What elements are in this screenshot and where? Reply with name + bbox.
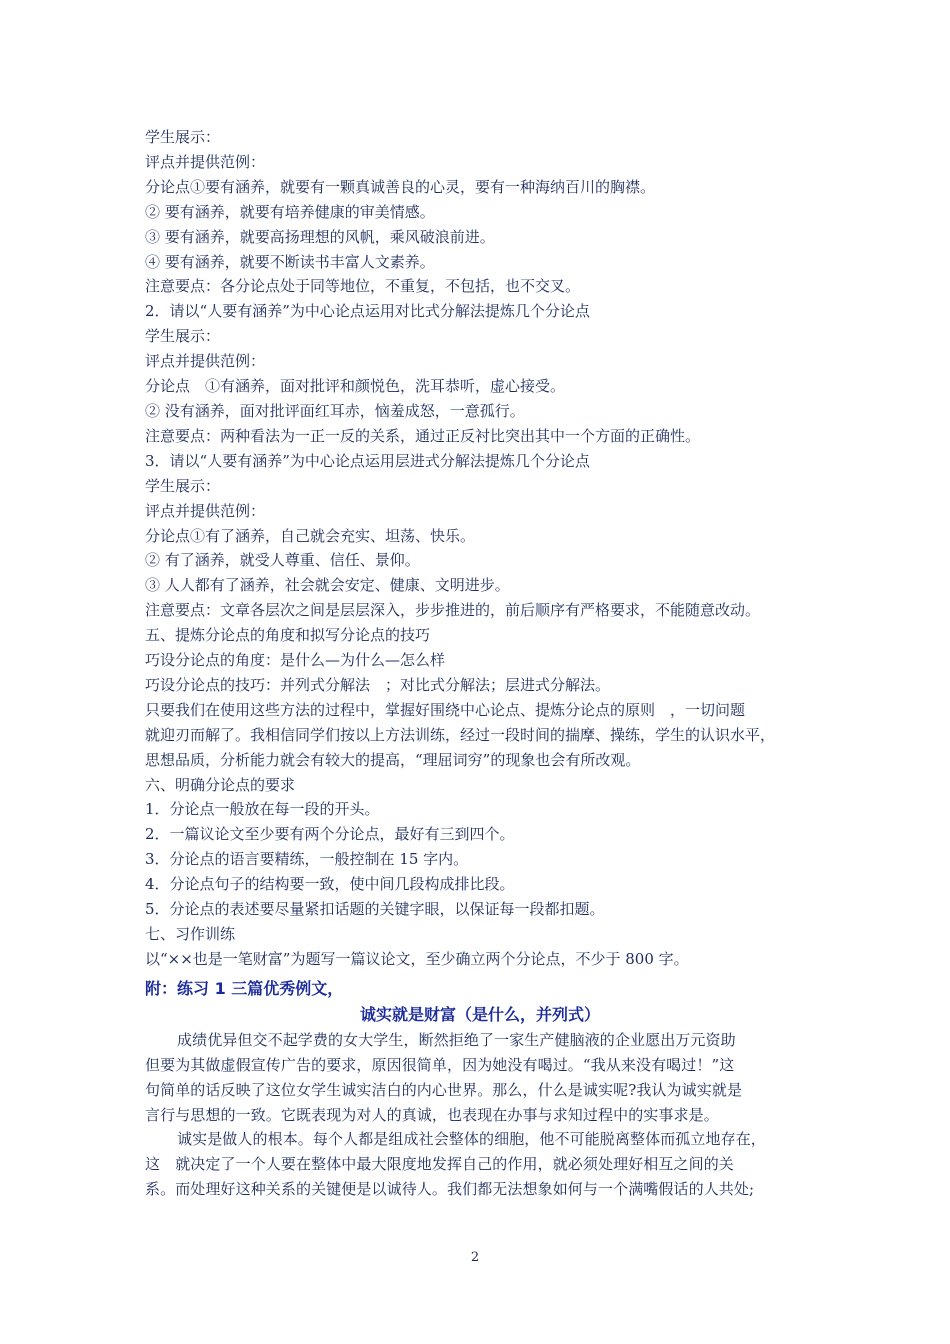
essay-line: 句简单的话反映了这位女学生诚实洁白的内心世界。那么，什么是诚实呢?我认为诚实就是 (145, 1080, 743, 1099)
text-line: 评点并提供范例： (145, 501, 266, 520)
text-line: 巧设分论点的角度：是什么—为什么—怎么样 (145, 651, 446, 670)
text-line: 学生展示： (145, 327, 221, 346)
essay-body (145, 1028, 815, 1202)
text-line: 学生展示： (145, 476, 221, 495)
text-line: 六、明确分论点的要求 (145, 775, 296, 794)
text-line: 注意要点：文章各层次之间是层层深入，步步推进的，前后顺序有严格要求，不能随意改动。 (145, 601, 761, 620)
text-line: 评点并提供范例： (145, 352, 266, 371)
text-line: 3．请以“人要有涵养”为中心论点运用层进式分解法提炼几个分论点 (145, 451, 590, 470)
text-line: 2．请以“人要有涵养”为中心论点运用对比式分解法提炼几个分论点 (145, 302, 590, 321)
text-line: 2．一篇议论文至少要有两个分论点，最好有三到四个。 (145, 825, 515, 844)
text-line: ② 有了涵养，就受人尊重、信任、景仰。 (145, 551, 420, 570)
body-text (145, 125, 815, 972)
text-line: ④ 要有涵养，就要不断读书丰富人文素养。 (145, 252, 435, 271)
text-line: ③ 人人都有了涵养，社会就会安定、健康、文明进步。 (145, 576, 510, 595)
text-line: 巧设分论点的技巧：并列式分解法 ；对比式分解法；层进式分解法。 (145, 675, 611, 694)
text-line: 就迎刃而解了。我相信同学们按以上方法训练，经过一段时间的揣摩、操练，学生的认识水平， (145, 725, 776, 744)
page-number: 2 (470, 1250, 480, 1265)
essay-line: 言行与思想的一致。它既表现为对人的真诚，也表现在办事与求知过程中的实事求是。 (145, 1105, 719, 1124)
text-line: 5．分论点的表述要尽量紧扣话题的关键字眼，以保证每一段都扣题。 (145, 900, 605, 919)
text-line: 五、提炼分论点的角度和拟写分论点的技巧 (145, 626, 431, 645)
essay-line: 这 就决定了一个人要在整体中最大限度地发挥自己的作用，就必须处理好相互之间的关 (145, 1155, 734, 1174)
essay-title: 诚实就是财富（是什么，并列式） (359, 1004, 600, 1024)
text-line: 1．分论点一般放在每一段的开头。 (145, 800, 380, 819)
appendix-heading: 附：练习 1 三篇优秀例文， (145, 978, 344, 998)
essay-line: 但要为其做虚假宣传广告的要求，原因很简单，因为她没有喝过。“我从来没有喝过！”这 (145, 1055, 735, 1074)
essay-line: 系。而处理好这种关系的关键便是以诚待人。我们都无法想象如何与一个满嘴假话的人共处; (145, 1180, 755, 1199)
text-line: 分论点①要有涵养，就要有一颗真诚善良的心灵，要有一种海纳百川的胸襟。 (145, 177, 656, 196)
text-line: ③ 要有涵养，就要高扬理想的风帆，乘风破浪前进。 (145, 227, 495, 246)
text-line: 思想品质，分析能力就会有较大的提高，“理屈词穷”的现象也会有所改观。 (145, 750, 641, 769)
text-line: ② 要有涵养，就要有培养健康的审美情感。 (145, 202, 435, 221)
text-line: ② 没有涵养，面对批评面红耳赤，恼羞成怒，一意孤行。 (145, 401, 525, 420)
essay-line: 诚实是做人的根本。每个人都是组成社会整体的细胞，他不可能脱离整体而孤立地存在， (177, 1130, 766, 1149)
document-body (145, 125, 815, 1202)
text-line: 只要我们在使用这些方法的过程中，掌握好围绕中心论点、提炼分论点的原则 ，一切问题 (145, 700, 746, 719)
text-line: 注意要点：两种看法为一正一反的关系，通过正反衬比突出其中一个方面的正确性。 (145, 426, 701, 445)
text-line: 分论点 ①有涵养，面对批评和颜悦色，洗耳恭听，虚心接受。 (145, 377, 566, 396)
text-line: 以“××也是一笔财富”为题写一篇议论文，至少确立两个分论点，不少于 800 字。 (145, 949, 689, 968)
text-line: 4．分论点句子的结构要一致，使中间几段构成排比段。 (145, 875, 515, 894)
text-line: 3．分论点的语言要精练，一般控制在 15 字内。 (145, 850, 469, 869)
text-line: 七、习作训练 (145, 925, 236, 943)
text-line: 注意要点：各分论点处于同等地位，不重复，不包括，也不交叉。 (145, 277, 581, 296)
text-line: 学生展示： (145, 128, 221, 146)
text-line: 评点并提供范例： (145, 152, 266, 171)
essay-line: 成绩优异但交不起学费的女大学生，断然拒绝了一家生产健脑液的企业愿出万元资助 (177, 1030, 736, 1049)
text-line: 分论点①有了涵养，自己就会充实、坦荡、快乐。 (145, 526, 476, 545)
